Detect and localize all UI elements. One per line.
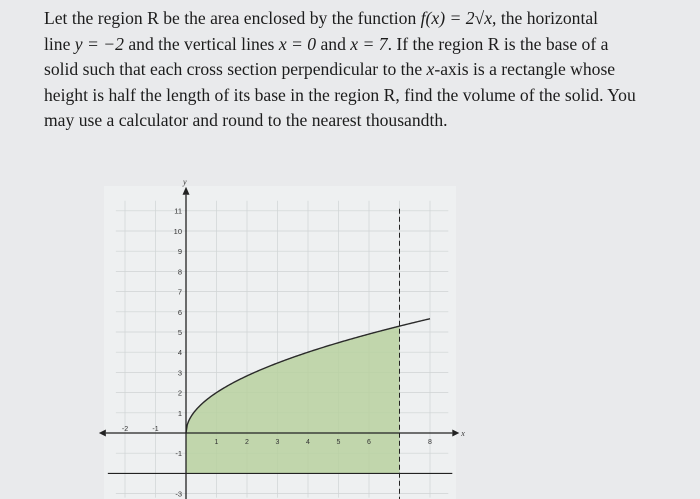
y-tick-label-top: 11 xyxy=(174,206,182,216)
x-tick-label: 8 xyxy=(428,439,432,446)
y-tick-label: 7 xyxy=(177,287,182,297)
x-tick-label: -2 xyxy=(121,426,129,433)
problem-line-3: solid such that each cross section perpendicular to the x-axis is a rectangle whose xyxy=(44,59,616,80)
x-tick-label: 2 xyxy=(245,439,249,446)
y-tick-label: 6 xyxy=(177,307,182,317)
y-tick-label: 4 xyxy=(177,348,182,358)
x-tick-label: 3 xyxy=(275,439,280,446)
x-axis-arrow-left xyxy=(99,430,106,437)
y-tick-label: 5 xyxy=(177,328,182,337)
y-tick-label: 2 xyxy=(177,388,182,398)
problem-statement xyxy=(44,6,684,134)
x-tick-label: 1 xyxy=(214,439,219,446)
problem-line-5: may use a calculator and round to the nearest thousandth. xyxy=(44,110,448,131)
y-tick-label: -1 xyxy=(175,449,182,459)
problem-line-2: line y = −2 and the vertical lines x = 0 and x = 7. If the region R is the base of a xyxy=(44,33,609,54)
y-tick-label: 10 xyxy=(173,227,182,236)
x-tick-label: -1 xyxy=(152,426,159,433)
x-axis-label: x xyxy=(461,429,465,438)
y-tick-label: 8 xyxy=(177,267,182,277)
x-axis-arrow-right xyxy=(452,430,459,437)
y-tick-label: -3 xyxy=(175,489,182,499)
y-axis-label: y xyxy=(183,177,187,187)
graph-svg xyxy=(104,177,465,499)
y-tick-label: 3 xyxy=(177,368,182,378)
graph-figure xyxy=(104,177,465,499)
problem-line-4: height is half the length of its base in the region R, find the volume of the solid. You xyxy=(44,84,636,105)
function-expression: f(x) = 2√x xyxy=(420,8,493,28)
x-tick-label: 6 xyxy=(367,439,371,446)
problem-line-1: Let the region R be the area enclosed by the function f(x) = 2√x, the horizontal xyxy=(44,8,599,28)
y-tick-label: 1 xyxy=(177,408,182,418)
y-tick-label: 9 xyxy=(177,247,182,257)
x-tick-label: 5 xyxy=(336,439,341,446)
x-tick-label: 4 xyxy=(306,439,310,446)
shaded-region-r xyxy=(186,326,400,473)
y-axis-arrow-up xyxy=(183,187,190,195)
